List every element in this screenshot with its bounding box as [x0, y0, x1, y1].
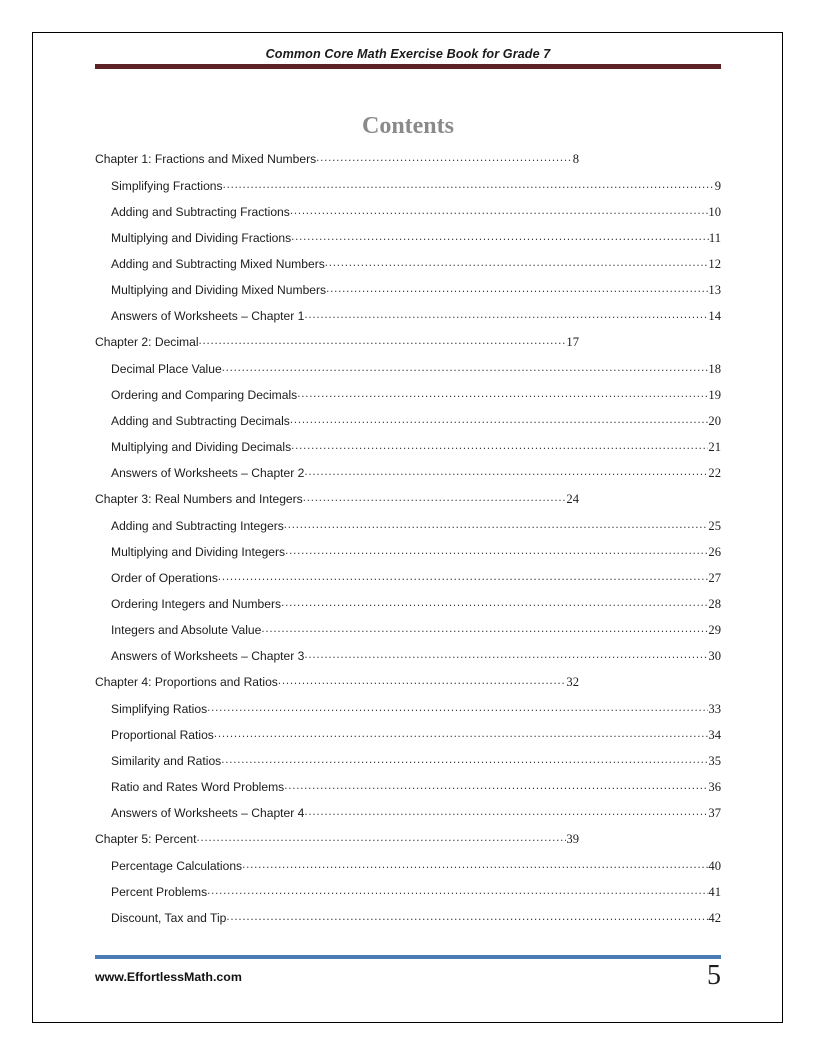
toc-section-row[interactable]	[111, 859, 721, 885]
toc-section-row[interactable]	[111, 623, 721, 649]
toc-entry-label: Answers of Worksheets – Chapter 1	[111, 309, 305, 323]
toc-leader-dots	[303, 492, 567, 504]
toc-section-row[interactable]	[111, 597, 721, 623]
toc-entry-page-number: 36	[708, 780, 721, 794]
toc-section-row[interactable]	[111, 205, 721, 231]
toc-leader-dots	[326, 283, 708, 295]
toc-leader-dots	[325, 257, 709, 269]
toc-leader-dots	[284, 519, 709, 531]
toc-entry-page-number: 12	[708, 257, 721, 271]
toc-entry-page-number: 28	[708, 597, 721, 611]
toc-section-row[interactable]	[111, 702, 721, 728]
toc-entry-label: Percent Problems	[111, 885, 208, 899]
toc-leader-dots	[221, 754, 708, 766]
toc-entry-label: Ordering Integers and Numbers	[111, 597, 282, 611]
toc-leader-dots	[207, 702, 708, 714]
toc-entry-label: Multiplying and Dividing Integers	[111, 545, 286, 559]
toc-leader-dots	[261, 623, 708, 635]
toc-chapter-row[interactable]	[95, 832, 579, 859]
toc-entry-page-number: 25	[708, 519, 721, 533]
toc-entry-label: Simplifying Fractions	[111, 179, 223, 193]
toc-leader-dots	[304, 466, 708, 478]
toc-chapter-row[interactable]	[95, 152, 579, 179]
toc-entry-page-number: 20	[708, 414, 721, 428]
toc-entry-label: Discount, Tax and Tip	[111, 911, 227, 925]
toc-leader-dots	[290, 414, 709, 426]
toc-leader-dots	[278, 675, 567, 687]
toc-chapter-row[interactable]	[95, 675, 579, 702]
toc-section-row[interactable]	[111, 545, 721, 571]
toc-leader-dots	[304, 649, 708, 661]
toc-entry-label: Chapter 2: Decimal	[95, 335, 199, 349]
toc-entry-label: Adding and Subtracting Fractions	[111, 205, 290, 219]
toc-entry-page-number: 8	[572, 152, 579, 166]
toc-entry-page-number: 26	[708, 545, 721, 559]
toc-section-row[interactable]	[111, 283, 721, 309]
toc-entry-label: Decimal Place Value	[111, 362, 222, 376]
toc-entry-label: Chapter 1: Fractions and Mixed Numbers	[95, 152, 317, 166]
toc-entry-label: Multiplying and Dividing Fractions	[111, 231, 292, 245]
toc-section-row[interactable]	[111, 388, 721, 414]
toc-entry-label: Adding and Subtracting Mixed Numbers	[111, 257, 325, 271]
toc-entry-page-number: 30	[708, 649, 721, 663]
toc-entry-label: Proportional Ratios	[111, 728, 214, 742]
toc-leader-dots	[214, 728, 709, 740]
toc-entry-label: Chapter 5: Percent	[95, 832, 197, 846]
toc-entry-label: Ordering and Comparing Decimals	[111, 388, 298, 402]
toc-leader-dots	[197, 832, 567, 844]
toc-entry-label: Answers of Worksheets – Chapter 4	[111, 806, 305, 820]
toc-section-row[interactable]	[111, 519, 721, 545]
toc-leader-dots	[223, 179, 715, 191]
toc-leader-dots	[207, 885, 708, 897]
toc-section-row[interactable]	[111, 571, 721, 597]
toc-entry-page-number: 40	[708, 859, 721, 873]
toc-section-row[interactable]	[111, 257, 721, 283]
toc-leader-dots	[304, 309, 708, 321]
toc-leader-dots	[290, 205, 709, 217]
toc-leader-dots	[242, 859, 708, 871]
toc-leader-dots	[291, 231, 709, 243]
toc-leader-dots	[316, 152, 573, 164]
toc-section-row[interactable]	[111, 179, 721, 205]
toc-entry-page-number: 11	[708, 231, 721, 245]
toc-entry-page-number: 29	[708, 623, 721, 637]
running-header: Common Core Math Exercise Book for Grade 7	[265, 47, 551, 61]
toc-leader-dots	[222, 362, 709, 374]
page-number: 5	[707, 960, 721, 991]
toc-entry-label: Ratio and Rates Word Problems	[111, 780, 285, 794]
toc-leader-dots	[218, 571, 709, 583]
toc-section-row[interactable]	[111, 885, 721, 911]
page-title: Contents	[361, 113, 454, 140]
toc-section-row[interactable]	[111, 649, 721, 675]
toc-entry-page-number: 17	[566, 335, 579, 349]
toc-leader-dots	[291, 440, 708, 452]
toc-section-row[interactable]	[111, 806, 721, 832]
toc-leader-dots	[297, 388, 708, 400]
toc-entry-label: Answers of Worksheets – Chapter 3	[111, 649, 305, 663]
toc-entry-label: Order of Operations	[111, 571, 218, 585]
toc-entry-page-number: 34	[708, 728, 721, 742]
toc-leader-dots	[281, 597, 708, 609]
toc-leader-dots	[284, 780, 708, 792]
toc-entry-label: Multiplying and Dividing Mixed Numbers	[111, 283, 327, 297]
toc-entry-page-number: 10	[708, 205, 721, 219]
toc-entry-label: Chapter 4: Proportions and Ratios	[95, 675, 278, 689]
toc-entry-page-number: 21	[708, 440, 721, 454]
toc-entry-page-number: 27	[708, 571, 721, 585]
toc-section-row[interactable]	[111, 911, 721, 937]
toc-entry-page-number: 37	[708, 806, 721, 820]
toc-section-row[interactable]	[111, 728, 721, 754]
toc-entry-page-number: 35	[708, 754, 721, 768]
toc-entry-label: Adding and Subtracting Integers	[111, 519, 284, 533]
table-of-contents	[95, 152, 721, 937]
toc-entry-page-number: 22	[708, 466, 721, 480]
toc-entry-page-number: 41	[708, 885, 721, 899]
toc-leader-dots	[199, 335, 567, 347]
toc-entry-page-number: 42	[708, 911, 721, 925]
toc-entry-label: Integers and Absolute Value	[111, 623, 262, 637]
footer-rule	[95, 955, 721, 959]
toc-entry-page-number: 33	[708, 702, 721, 716]
toc-entry-label: Chapter 3: Real Numbers and Integers	[95, 492, 303, 506]
toc-section-row[interactable]	[111, 754, 721, 780]
toc-section-row[interactable]	[111, 414, 721, 440]
toc-entry-page-number: 18	[708, 362, 721, 376]
toc-leader-dots	[226, 911, 708, 923]
toc-entry-page-number: 13	[708, 283, 721, 297]
toc-leader-dots	[285, 545, 708, 557]
header-rule	[95, 64, 721, 69]
toc-entry-page-number: 24	[566, 492, 579, 506]
toc-section-row[interactable]	[111, 466, 721, 492]
toc-entry-label: Percentage Calculations	[111, 859, 243, 873]
toc-entry-page-number: 39	[566, 832, 579, 846]
toc-entry-label: Answers of Worksheets – Chapter 2	[111, 466, 305, 480]
toc-entry-label: Multiplying and Dividing Decimals	[111, 440, 292, 454]
toc-entry-page-number: 32	[566, 675, 579, 689]
toc-leader-dots	[304, 806, 708, 818]
toc-entry-page-number: 14	[708, 309, 721, 323]
toc-section-row[interactable]	[111, 231, 721, 257]
toc-section-row[interactable]	[111, 309, 721, 335]
toc-entry-label: Simplifying Ratios	[111, 702, 208, 716]
toc-section-row[interactable]	[111, 440, 721, 466]
toc-section-row[interactable]	[111, 362, 721, 388]
toc-entry-label: Adding and Subtracting Decimals	[111, 414, 290, 428]
toc-section-row[interactable]	[111, 780, 721, 806]
toc-chapter-row[interactable]	[95, 335, 579, 362]
toc-entry-page-number: 9	[714, 179, 721, 193]
footer-website: www.EffortlessMath.com	[95, 970, 242, 984]
toc-chapter-row[interactable]	[95, 492, 579, 519]
toc-entry-label: Similarity and Ratios	[111, 754, 222, 768]
toc-entry-page-number: 19	[708, 388, 721, 402]
